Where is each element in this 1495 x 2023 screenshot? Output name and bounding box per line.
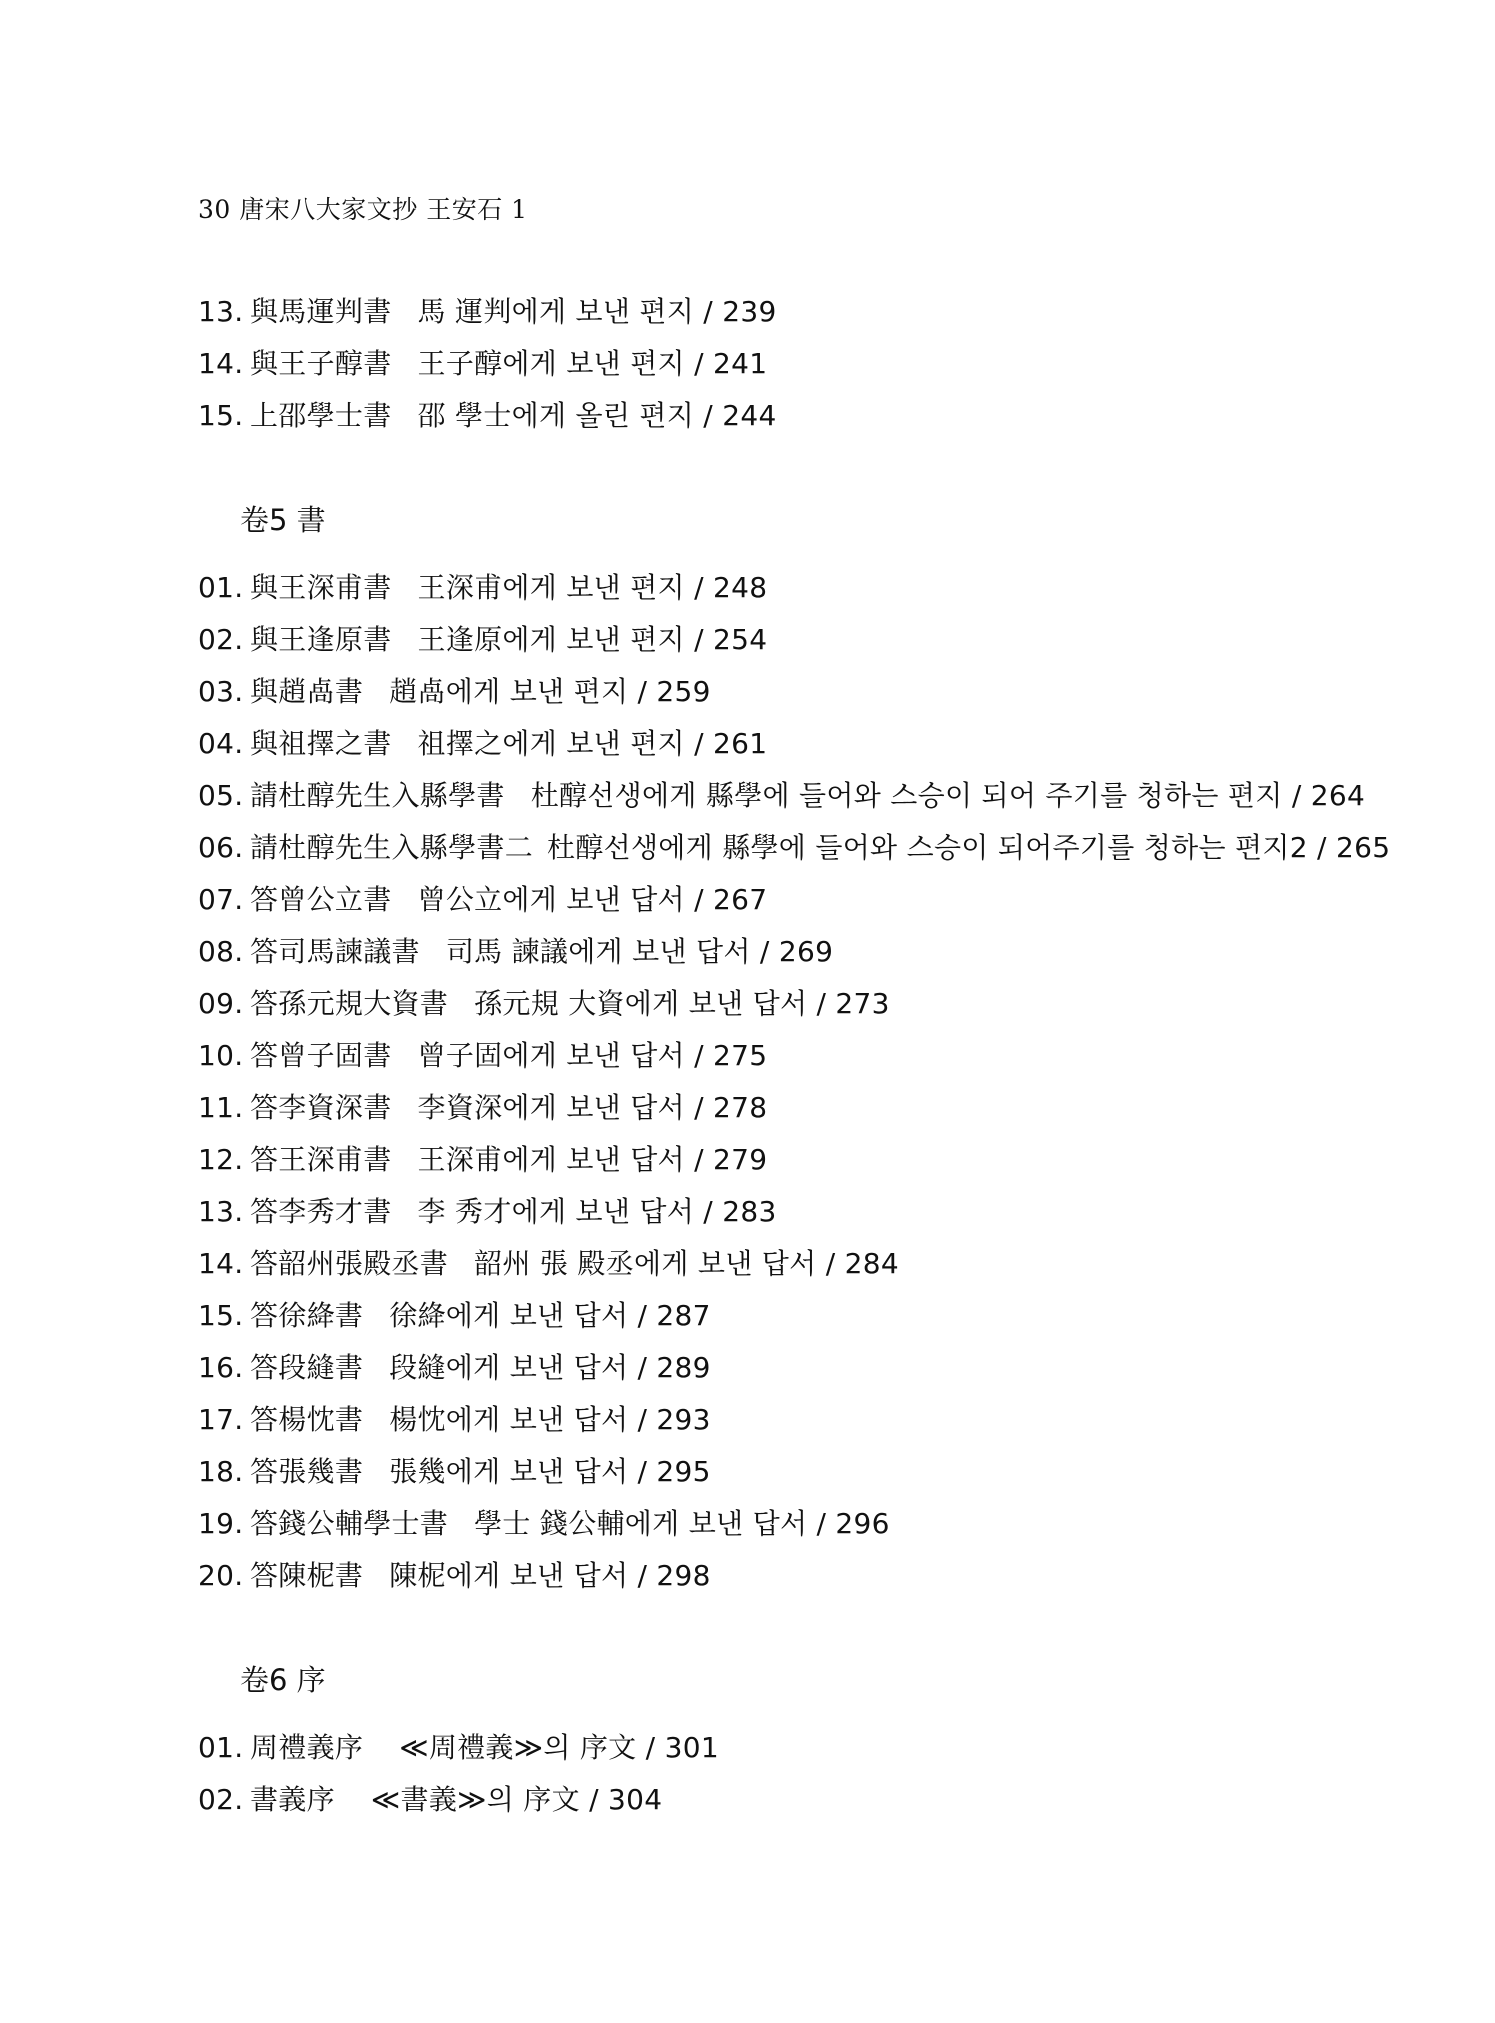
entry-number: 08. bbox=[198, 935, 244, 968]
toc-entry bbox=[198, 1190, 777, 1230]
toc-entry bbox=[198, 670, 711, 710]
toc-entry bbox=[198, 1502, 890, 1542]
entry-title: 答孫元規大資書 bbox=[250, 987, 449, 1020]
toc-entry bbox=[198, 1554, 711, 1594]
entry-number: 10. bbox=[198, 1039, 244, 1072]
toc-entry bbox=[198, 1398, 711, 1438]
entry-title: 請杜醇先生入縣學書 bbox=[250, 779, 505, 812]
entry-title: 答李秀才書 bbox=[250, 1195, 392, 1228]
entry-description: 王深甫에게 보낸 답서 / 279 bbox=[417, 1143, 768, 1176]
entry-description: 曾子固에게 보낸 답서 / 275 bbox=[417, 1039, 768, 1072]
entry-number: 04. bbox=[198, 727, 244, 760]
entry-number: 17. bbox=[198, 1403, 244, 1436]
entry-title: 書義序 bbox=[250, 1783, 335, 1816]
toc-entry bbox=[198, 774, 1365, 814]
entry-description: 祖擇之에게 보낸 편지 / 261 bbox=[417, 727, 768, 760]
entry-title: 答陳柅書 bbox=[250, 1559, 364, 1592]
toc-entry bbox=[198, 1346, 711, 1386]
entry-description: 段縫에게 보낸 답서 / 289 bbox=[389, 1351, 711, 1384]
entry-description: 張幾에게 보낸 답서 / 295 bbox=[389, 1455, 711, 1488]
entry-title: 答韶州張殿丞書 bbox=[250, 1247, 449, 1280]
toc-entry bbox=[198, 826, 1390, 866]
entry-title: 答曾公立書 bbox=[250, 883, 392, 916]
entry-description: 徐絳에게 보낸 답서 / 287 bbox=[389, 1299, 711, 1332]
toc-entry bbox=[198, 1086, 767, 1126]
entry-number: 03. bbox=[198, 675, 244, 708]
entry-description: 杜醇선생에게 縣學에 들어와 스승이 되어 주기를 청하는 편지 / 264 bbox=[530, 779, 1366, 812]
entry-description: 韶州 張 殿丞에게 보낸 답서 / 284 bbox=[474, 1247, 899, 1280]
entry-title: 與祖擇之書 bbox=[250, 727, 392, 760]
entry-description: 李資深에게 보낸 답서 / 278 bbox=[417, 1091, 768, 1124]
entry-number: 13. bbox=[198, 1195, 244, 1228]
toc-entry bbox=[198, 930, 833, 970]
entry-number: 02. bbox=[198, 623, 244, 656]
toc-entry bbox=[198, 1294, 711, 1334]
entry-number: 14. bbox=[198, 347, 244, 380]
entry-number: 16. bbox=[198, 1351, 244, 1384]
entry-description: 司馬 諫議에게 보낸 답서 / 269 bbox=[445, 935, 834, 968]
toc-entry bbox=[198, 394, 777, 434]
entry-number: 13. bbox=[198, 295, 244, 328]
entry-description: 王逢原에게 보낸 편지 / 254 bbox=[417, 623, 768, 656]
entry-description: 孫元規 大資에게 보낸 답서 / 273 bbox=[474, 987, 890, 1020]
entry-description: 李 秀才에게 보낸 답서 / 283 bbox=[417, 1195, 777, 1228]
entry-number: 01. bbox=[198, 1731, 244, 1764]
entry-number: 07. bbox=[198, 883, 244, 916]
entry-title: 答曾子固書 bbox=[250, 1039, 392, 1072]
entry-description: 曾公立에게 보낸 답서 / 267 bbox=[417, 883, 768, 916]
entry-title: 與馬運判書 bbox=[250, 295, 392, 328]
entry-number: 19. bbox=[198, 1507, 244, 1540]
running-header: 30 唐宋八大家文抄 王安石 1 bbox=[198, 195, 528, 224]
entry-description: 杜醇선생에게 縣學에 들어와 스승이 되어주기를 청하는 편지2 / 265 bbox=[547, 831, 1391, 864]
section-heading-volume5: 卷5 書 bbox=[240, 503, 326, 537]
toc-entry bbox=[198, 1726, 719, 1766]
entry-description: 邵 學士에게 올린 편지 / 244 bbox=[417, 399, 777, 432]
entry-description: 王子醇에게 보낸 편지 / 241 bbox=[417, 347, 768, 380]
entry-number: 02. bbox=[198, 1783, 244, 1816]
toc-entry bbox=[198, 982, 890, 1022]
entry-title: 答司馬諫議書 bbox=[250, 935, 420, 968]
entry-title: 與王深甫書 bbox=[250, 571, 392, 604]
entry-number: 12. bbox=[198, 1143, 244, 1176]
entry-title: 答錢公輔學士書 bbox=[250, 1507, 449, 1540]
entry-description: ≪周禮義≫의 序文 / 301 bbox=[399, 1731, 719, 1764]
entry-description: 學士 錢公輔에게 보낸 답서 / 296 bbox=[474, 1507, 890, 1540]
entry-number: 01. bbox=[198, 571, 244, 604]
entry-description: 陳柅에게 보낸 답서 / 298 bbox=[389, 1559, 711, 1592]
entry-number: 15. bbox=[198, 1299, 244, 1332]
entry-number: 14. bbox=[198, 1247, 244, 1280]
entry-title: 與趙卨書 bbox=[250, 675, 364, 708]
toc-entry bbox=[198, 1450, 711, 1490]
toc-entry bbox=[198, 722, 767, 762]
entry-description: 楊忱에게 보낸 답서 / 293 bbox=[389, 1403, 711, 1436]
toc-entry bbox=[198, 878, 767, 918]
entry-title: 答徐絳書 bbox=[250, 1299, 364, 1332]
toc-entry bbox=[198, 1034, 767, 1074]
entry-number: 06. bbox=[198, 831, 244, 864]
toc-entry bbox=[198, 566, 767, 606]
entry-title: 與王逢原書 bbox=[250, 623, 392, 656]
entry-description: ≪書義≫의 序文 / 304 bbox=[370, 1783, 663, 1816]
entry-number: 20. bbox=[198, 1559, 244, 1592]
toc-entry bbox=[198, 618, 767, 658]
entry-number: 15. bbox=[198, 399, 244, 432]
section-heading-volume6: 卷6 序 bbox=[240, 1663, 326, 1697]
toc-entry bbox=[198, 290, 777, 330]
entry-title: 與王子醇書 bbox=[250, 347, 392, 380]
entry-description: 王深甫에게 보낸 편지 / 248 bbox=[417, 571, 768, 604]
entry-number: 05. bbox=[198, 779, 244, 812]
entry-title: 上邵學士書 bbox=[250, 399, 392, 432]
entry-description: 趙卨에게 보낸 편지 / 259 bbox=[389, 675, 711, 708]
entry-title: 答李資深書 bbox=[250, 1091, 392, 1124]
entry-title: 請杜醇先生入縣學書二 bbox=[250, 831, 534, 864]
toc-entry bbox=[198, 1242, 899, 1282]
entry-number: 18. bbox=[198, 1455, 244, 1488]
toc-entry bbox=[198, 1778, 662, 1818]
toc-entry bbox=[198, 342, 767, 382]
entry-title: 答張幾書 bbox=[250, 1455, 364, 1488]
entry-description: 馬 運判에게 보낸 편지 / 239 bbox=[417, 295, 777, 328]
entry-number: 09. bbox=[198, 987, 244, 1020]
entry-title: 答楊忱書 bbox=[250, 1403, 364, 1436]
toc-entry bbox=[198, 1138, 767, 1178]
entry-title: 答王深甫書 bbox=[250, 1143, 392, 1176]
entry-title: 周禮義序 bbox=[250, 1731, 364, 1764]
entry-title: 答段縫書 bbox=[250, 1351, 364, 1384]
entry-number: 11. bbox=[198, 1091, 244, 1124]
